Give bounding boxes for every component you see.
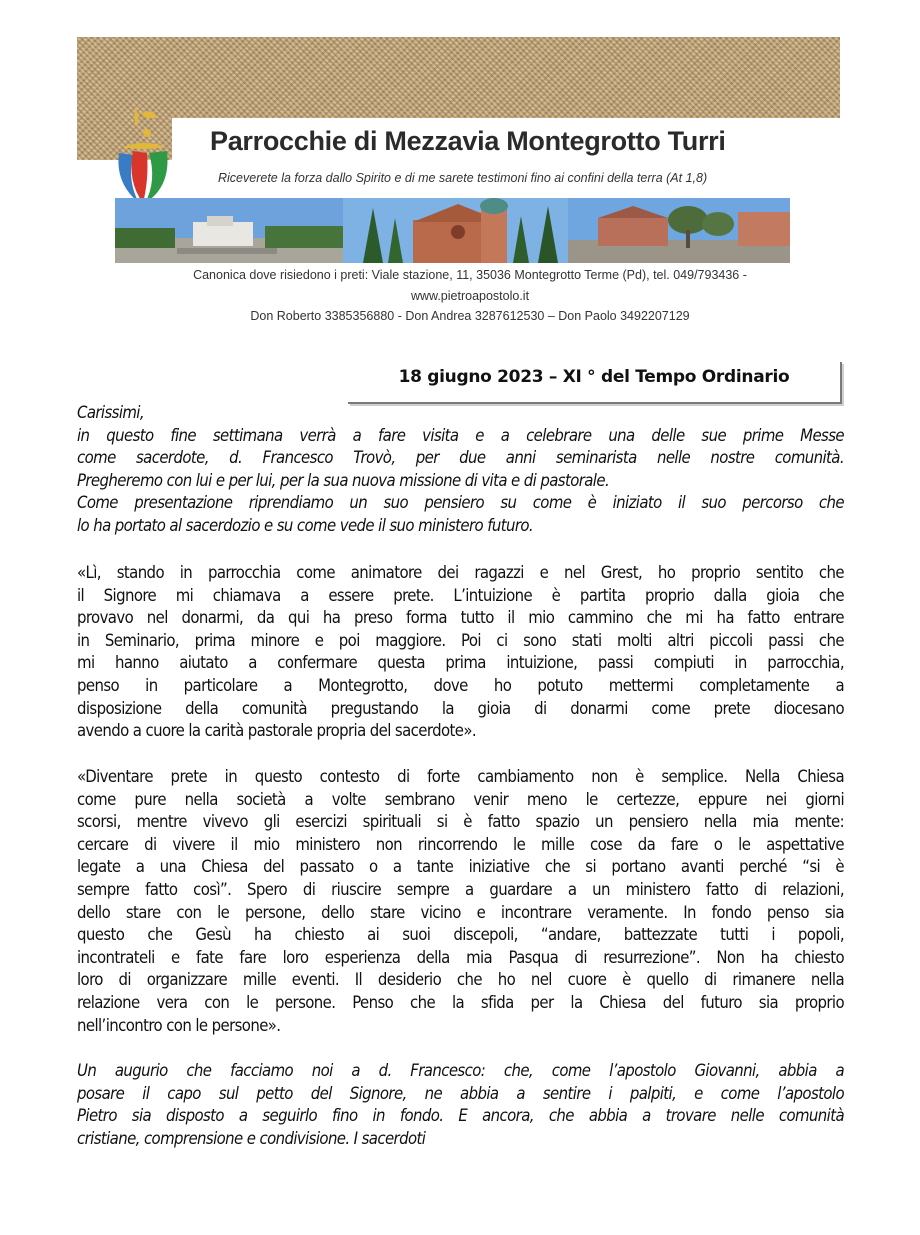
- text-line: Carissimi,: [77, 403, 144, 422]
- text-line: relazione vera con le persone. Penso che la sfida per la Chiesa del futuro sia proprio: [77, 992, 844, 1012]
- priests-phones: Don Roberto 3385356880 - Don Andrea 3287612530 – Don Paolo 3492207129: [250, 309, 690, 323]
- text-line: in questo fine settimana verrà a fare visita e a celebrare una delle sue prime Messe: [77, 425, 844, 445]
- text-line: provavo nel donarmi, da qui ha preso forma tutto il mio cammino che mi ha fatto entrare: [77, 608, 844, 628]
- text-line: come sacerdote, d. Francesco Trovò, per due anni seminarista nelle nostre comunità.: [77, 448, 844, 468]
- closing-paragraph: [77, 1060, 844, 1150]
- text-line: legate a una Chiesa del passato o a tante iniziative che si portano avanti perché “si è: [77, 857, 844, 877]
- text-line: scorsi, mentre vivevo gli esercizi spirituali si è fatto spazio un pensiero nella mia mente:: [77, 812, 844, 832]
- text-line: Pregheremo con lui e per lui, per la sua nuova missione di vita e di pastorale.: [77, 470, 610, 490]
- text-line: avendo a cuore la carità pastorale propria del sacerdote».: [77, 721, 476, 741]
- text-line: penso in particolare a Montegrotto, dove ho potuto mettermi completamente a: [77, 675, 844, 695]
- text-line: loro di organizzare mille eventi. Il desiderio che ho nel cuore è quello di rimanere nella: [77, 970, 844, 990]
- date-title: 18 giugno 2023 – XI ° del Tempo Ordinario: [398, 367, 790, 387]
- parish-logo: [113, 103, 175, 208]
- text-line: incontrateli e fate fare loro esperienza della mia Pasqua di resurrezione”. Non ha chiesto: [77, 947, 844, 967]
- text-line: dello stare con le persone, dello stare vicino e incontrare veramente. In fondo penso sia: [77, 902, 844, 922]
- text-line: sempre fatto così”. Spero di riuscire sempre a guardare a un ministero fatto di relazioni,: [77, 879, 844, 899]
- text-line: cercare di vivere il mio ministero non rincorrendo le mille cose da fare o le aspettative: [77, 834, 844, 854]
- quote-paragraph-1: [77, 562, 844, 743]
- text-line: Pietro sia disposto a seguirlo fino in fondo. E ancora, che abbia a trovare nelle comunità: [77, 1106, 844, 1126]
- date-box: [348, 362, 842, 404]
- text-line: lo ha portato al sacerdozio e su come vede il suo ministero futuro.: [77, 515, 534, 535]
- text-line: in Seminario, prima minore e poi maggiore. Poi ci sono stati molti altri piccoli passi che: [77, 630, 844, 650]
- text-line: cristiane, comprensione e condivisione. I sacerdoti: [77, 1128, 426, 1148]
- church-photo-montegrotto: [343, 198, 568, 263]
- contact-address: Canonica dove risiedono i preti: Viale stazione, 11, 35036 Montegrotto Terme (Pd), tel. 049/793436 -: [193, 268, 747, 282]
- church-photo-mezzavia: [115, 198, 343, 263]
- text-line: disposizione della comunità pregustando la gioia di donarmi come prete diocesano: [77, 698, 844, 718]
- text-line: «Diventare prete in questo contesto di forte cambiamento non è semplice. Nella Chiesa: [77, 767, 844, 786]
- text-line: il Signore mi chiamava a essere prete. L’intuizione è partita proprio dalla gioia che: [77, 585, 844, 605]
- parish-motto: Riceverete la forza dallo Spirito e di me sarete testimoni fino ai confini della terra (At 1,8): [218, 171, 708, 185]
- intro-paragraph: [77, 402, 844, 538]
- text-line: nell’incontro con le persone».: [77, 1015, 281, 1035]
- text-line: Un augurio che facciamo noi a d. Francesco: che, come l’apostolo Giovanni, abbia a: [77, 1061, 844, 1080]
- text-line: «Lì, stando in parrocchia come animatore dei ragazzi e nel Grest, ho proprio sentito che: [77, 563, 844, 582]
- quote-paragraph-2: [77, 766, 844, 1037]
- church-photo-turri: [568, 198, 790, 263]
- text-line: questo che Gesù ha chiesto ai suoi discepoli, “andare, battezzate tutti i popoli,: [77, 925, 844, 945]
- text-line: Come presentazione riprendiamo un suo pensiero su come è iniziato il suo percorso che: [77, 493, 844, 513]
- parish-name: Parrocchie di Mezzavia Montegrotto Turri: [210, 126, 726, 156]
- text-line: mi hanno aiutato a confermare questa prima intuizione, passi compiuti in parrocchia,: [77, 653, 844, 673]
- text-line: posare il capo sul petto del Signore, ne abbia a sentire i palpiti, e come l’apostolo: [77, 1083, 844, 1103]
- text-line: come pure nella società a volte sembrano venir meno le certezze, eppure nei giorni: [77, 789, 844, 809]
- website-link[interactable]: www.pietroapostolo.it: [410, 289, 530, 303]
